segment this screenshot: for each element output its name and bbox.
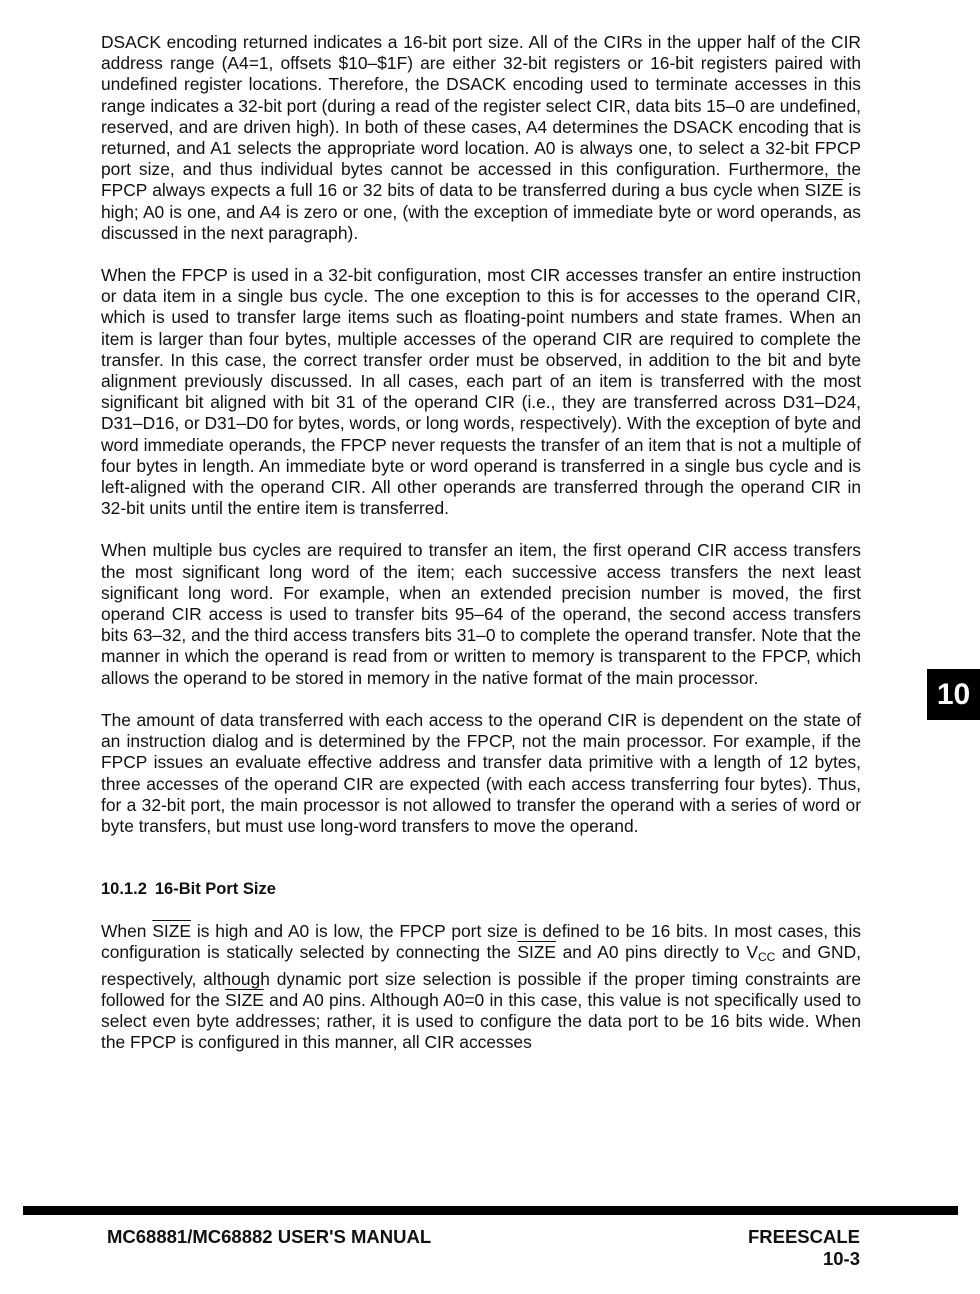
paragraph-text: DSACK encoding returned indicates a 16-bit port size. All of the CIRs in the upper half of the CIR address range (A4=1, offsets $10–$1F) are either 32-bit registers or 16-bit registers paired with undefined register locations. Therefore, the DSACK encoding used to terminate accesses in this range indicates a 32-bit port (during a read of the register select CIR, data bits 15–0 are undefined, reserved, and are driven high). In both of these cases, A4 determines the DSACK encoding that is returned, and A1 selects the appropriate word location. A0 is always one, to select a 32-bit FPCP port size, and thus individual bytes cannot be accessed in this configuration. Furthermore, the FPCP always expects a full 16 or 32 bits of data to be transferred during a bus cycle when — [101, 32, 861, 201]
paragraph-text: and GND, respectively, although dynamic port size selection is possible if the proper timing constraints are followed for the — [101, 942, 861, 1010]
vcc-subscript: CC — [757, 950, 776, 965]
paragraph-text: is high; A0 is one, and A4 is zero or one, (with the exception of immediate byte or word operands, as discussed in the next paragraph). — [101, 180, 861, 243]
paragraph-text: is high and A0 is low, the FPCP port size is defined to be 16 bits. In most cases, this configuration is statically selected by connecting the — [101, 921, 861, 963]
section-heading — [101, 879, 861, 900]
footer-right-block — [748, 1226, 860, 1270]
paragraph-dsack-encoding — [101, 32, 861, 244]
size-signal-overbar: SIZE — [225, 989, 264, 1010]
paragraph-amount-of-data: The amount of data transferred with each access to the operand CIR is dependent on the state of an instruction dialog and is determined by the FPCP, not the main processor. For example, if the FPCP issues an evaluate effective address and transfer data primitive with a length of 12 bytes, three accesses of the operand CIR are expected (with each access transferring four bytes). Thus, for a 32-bit port, the main processor is not allowed to transfer the operand with a series of word or byte transfers, but must use long-word transfers to move the operand. — [101, 709, 861, 836]
size-signal-overbar: SIZE — [804, 180, 844, 201]
footer-page-number: 10-3 — [822, 1248, 860, 1269]
paragraph-16bit-port — [101, 921, 861, 1053]
paragraph-32bit-configuration: When the FPCP is used in a 32-bit configuration, most CIR accesses transfer an entire instruction or data item in a single bus cycle. The one exception to this is for accesses to the operand CIR, which is used to transfer large items such as floating-point numbers and state frames. When an item is larger than four bytes, multiple accesses of the operand CIR are required to complete the transfer. In this case, the correct transfer order must be observed, in addition to the bit and byte alignment previously discussed. In all cases, each part of an item is transferred with the most significant bit aligned with bit 31 of the operand CIR (i.e., they are transferred across D31–D24, D31–D16, or D31–D0 for bytes, words, or long words, respectively). With the exception of byte and word immediate operands, the FPCP never requests the transfer of an item that is not a multiple of four bytes in length. An immediate byte or word operand is transferred in a single bus cycle and is left-aligned with the operand CIR. All other operands are transferred through the operand CIR in 32-bit units until the entire item is transferred. — [101, 265, 861, 519]
paragraph-multiple-bus-cycles: When multiple bus cycles are required to transfer an item, the first operand CIR access transfers the most significant long word of the item; each successive access transfers the next least significant long word. For example, when an extended precision number is moved, the first operand CIR access is used to transfer bits 95–64 of the operand, the second access transfers bits 63–32, and the third access transfers bits 31–0 to complete the operand transfer. Note that the manner in which the operand is read from or written to memory is transparent to the FPCP, which allows the operand to be stored in memory in the native format of the main processor. — [101, 540, 861, 688]
paragraph-text: and A0 pins directly to V — [556, 942, 758, 963]
chapter-tab: 10 — [927, 669, 980, 720]
section-title: 16-Bit Port Size — [154, 880, 276, 899]
paragraph-text: and A0 pins. Although A0=0 in this case, this value is not specifically used to select even byte addresses; rather, it is used to configure the data port to be 16 bits wide. When the FPCP is configured in this manner, all CIR accesses — [101, 989, 861, 1053]
footer-manual-title: MC68881/MC68882 USER'S MANUAL — [107, 1226, 432, 1247]
section-number: 10.1.2 — [101, 880, 147, 899]
page-body — [101, 32, 861, 1074]
footer-publisher: FREESCALE — [747, 1226, 860, 1247]
size-signal-overbar: SIZE — [152, 921, 191, 942]
paragraph-text: When — [101, 921, 153, 942]
size-signal-overbar: SIZE — [517, 942, 557, 963]
footer-rule — [23, 1206, 958, 1215]
